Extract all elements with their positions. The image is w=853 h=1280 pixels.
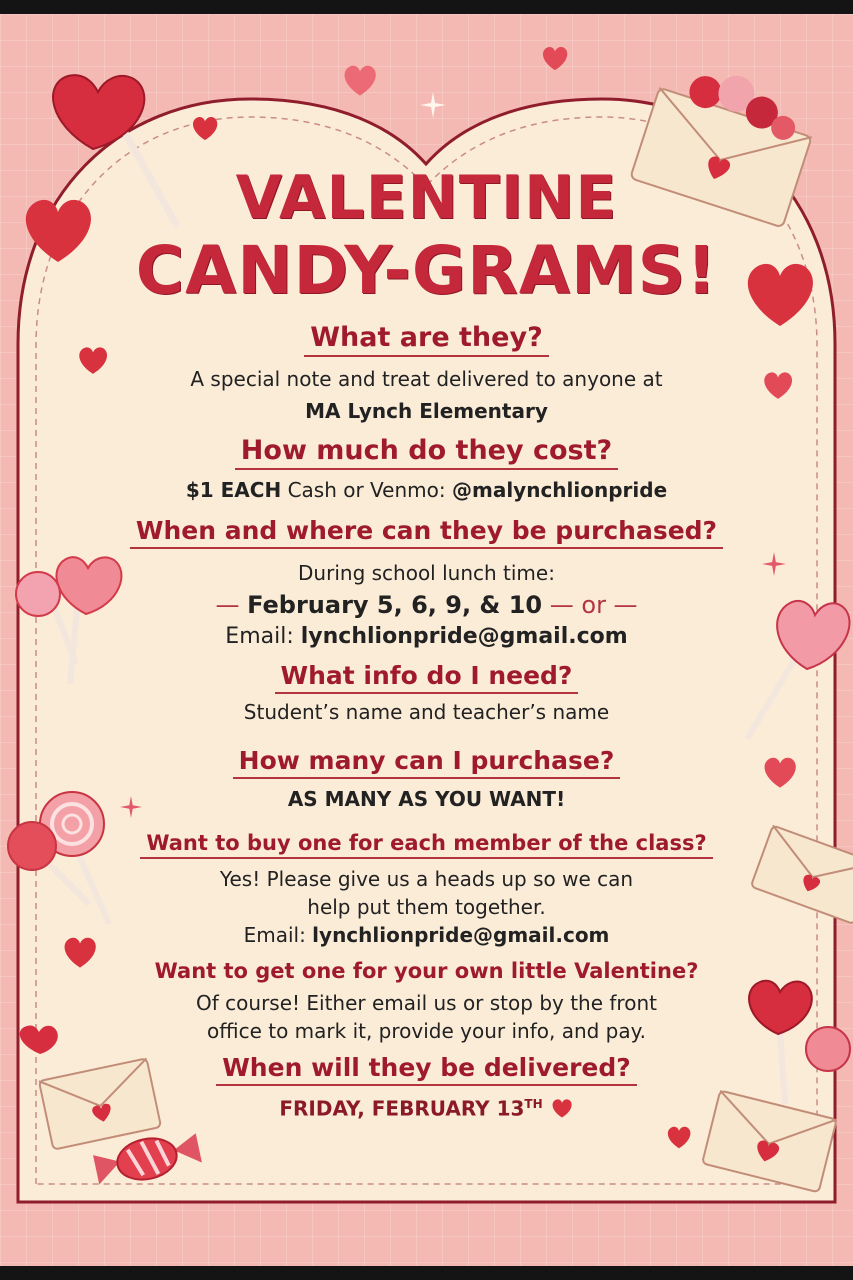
answer-what-line2: MA Lynch Elementary — [305, 399, 548, 423]
answer-how-many: AS MANY AS YOU WANT! — [287, 787, 566, 811]
flyer — [0, 14, 853, 1266]
heart-icon — [190, 114, 220, 142]
question-when-where: When and where can they be purchased? — [130, 516, 723, 549]
purchase-dates: February 5, 6, 9, & 10 — [247, 591, 543, 619]
question-delivery: When will they be delivered? — [216, 1053, 637, 1086]
venmo-handle: @malynchlionpride — [451, 478, 668, 502]
question-own: Want to get one for your own little Valentine? — [154, 959, 699, 983]
flyer-content — [60, 164, 793, 1125]
answer-own-line1: Of course! Either email us or stop by the front — [196, 991, 657, 1015]
answer-class-line1: Yes! Please give us a heads up so we can — [219, 867, 634, 891]
delivery-date: FRIDAY, FEBRUARY 13 — [279, 1096, 525, 1121]
payment-text: Cash or Venmo: — [287, 478, 446, 502]
title-line-2: CANDY-GRAMS! — [135, 232, 718, 309]
answer-class-line2: help put them together. — [307, 895, 546, 919]
sparkle-icon — [420, 92, 446, 118]
dash-left: — — [215, 591, 240, 619]
heart-icon — [540, 44, 570, 72]
email-address: lynchlionpride@gmail.com — [300, 624, 628, 649]
title-line-1: VALENTINE — [235, 163, 618, 233]
answer-when-line1: During school lunch time: — [298, 561, 555, 585]
answer-cost — [60, 474, 793, 506]
purchase-dates-line — [60, 589, 793, 621]
heart-icon — [550, 1097, 574, 1119]
question-what: What are they? — [304, 322, 548, 357]
heart-icon — [340, 62, 380, 98]
answer-own-line2: office to mark it, provide your info, and pay. — [207, 1019, 646, 1043]
question-class: Want to buy one for each member of the class? — [140, 831, 712, 859]
question-cost: How much do they cost? — [235, 435, 618, 470]
heart-icon — [665, 1124, 693, 1150]
email-label: Email: — [225, 624, 294, 649]
delivery-date-suffix: TH — [524, 1097, 543, 1111]
email-label: Email: — [243, 923, 306, 947]
question-how-many: How many can I purchase? — [233, 746, 621, 779]
answer-info: Student’s name and teacher’s name — [243, 700, 610, 724]
dash-or: — or — — [549, 591, 638, 619]
answer-what-line1: A special note and treat delivered to anyone at — [190, 367, 663, 391]
delivery-date-line — [60, 1088, 793, 1125]
question-info: What info do I need? — [275, 661, 579, 694]
price: $1 EACH — [185, 478, 282, 502]
email-line — [60, 621, 793, 653]
wrapped-candy-icon — [85, 1124, 210, 1194]
class-email-line — [60, 921, 793, 949]
email-address: lynchlionpride@gmail.com — [312, 923, 610, 947]
